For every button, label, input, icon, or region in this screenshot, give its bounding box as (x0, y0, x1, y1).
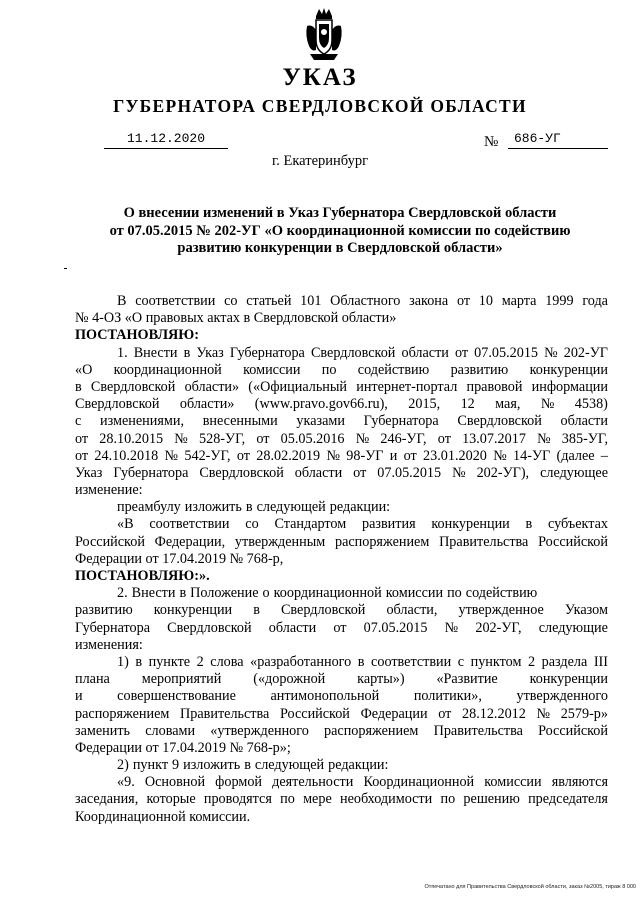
word: от (236, 447, 250, 464)
word: от (75, 447, 89, 464)
body-line (75, 706, 608, 723)
body-line (75, 465, 608, 482)
word: антимонопольной (270, 688, 380, 705)
city-line: г. Екатеринбург (271, 153, 369, 169)
body-line (75, 585, 608, 602)
word: 14-УГ (513, 447, 551, 464)
word: Координационной (363, 774, 475, 791)
word: распоряжением (324, 722, 419, 739)
body-line: № 4-ОЗ «О правовых актах в Свердловской области» (75, 310, 397, 327)
word: от (75, 430, 89, 447)
word: содействию (357, 361, 430, 378)
word: Областного (330, 293, 401, 309)
word: (www.pravo.gov66.ru), (254, 396, 388, 413)
word: статьей (246, 293, 292, 309)
word: 05.05.2016 (280, 430, 345, 447)
word: 2) (117, 757, 129, 774)
word: словами (145, 722, 196, 739)
word: о (262, 585, 270, 602)
body-line (75, 396, 608, 413)
word: 07.05.2015 (363, 619, 428, 636)
word: решению (463, 791, 520, 808)
word: от (454, 344, 469, 361)
coat-of-arms-icon (304, 6, 344, 62)
word: деятельности (272, 774, 354, 791)
word: 385-УГ, (561, 430, 608, 447)
word: интернет-портал (356, 378, 458, 395)
word: Свердловской (90, 378, 176, 395)
word: в (244, 757, 251, 774)
heading-line: развитию конкуренции в Свердловской области» (177, 240, 503, 256)
word: изложить (184, 499, 242, 516)
word: № (536, 705, 551, 722)
word: изменениями, (100, 413, 185, 430)
body-line (75, 499, 608, 516)
word: 2. (117, 585, 128, 602)
word: пунктом (470, 653, 522, 670)
word: 23.01.2020 (423, 447, 487, 464)
body-line: изменения: (75, 636, 143, 653)
word: Правительства (433, 722, 523, 739)
word: Федерации, (154, 533, 226, 550)
word: Положение (190, 585, 259, 602)
word: 202-УГ), (476, 464, 530, 481)
word: конкуренции (153, 602, 233, 619)
word: и (389, 447, 398, 464)
word: указами (296, 413, 345, 430)
word: слова (210, 653, 244, 670)
word: следующей (256, 499, 326, 516)
word: заседания, (75, 791, 139, 808)
word: соответствии (149, 516, 230, 533)
word: Свердловской (199, 464, 284, 481)
word: Свердловской (280, 602, 366, 619)
word: Губернатора (363, 413, 439, 430)
word: редакции: (328, 757, 389, 774)
word: по (321, 361, 337, 378)
word: мероприятий (141, 671, 222, 688)
word: Свердловской (457, 413, 542, 430)
word: утвержденное (458, 602, 544, 619)
word: мая, (495, 396, 521, 413)
body-line (75, 620, 608, 637)
word: Губернатора (229, 344, 305, 361)
word: содействию (465, 585, 538, 602)
word: 28.10.2015 (99, 430, 164, 447)
word: утвержденным (234, 533, 326, 550)
word: 528-УГ, (199, 430, 246, 447)
word: в (75, 378, 82, 395)
word: № (537, 430, 551, 447)
word: развитию (75, 602, 133, 619)
word: необходимости (340, 791, 433, 808)
word: № (452, 464, 466, 481)
document-heading (70, 205, 610, 258)
word: Российской (538, 722, 608, 739)
word: от (333, 619, 347, 636)
word: координационной (273, 585, 382, 602)
word: 1. (117, 344, 128, 361)
word: следующие (538, 619, 608, 636)
word: политики», (413, 688, 482, 705)
body-line (75, 757, 608, 774)
body-line: изменение: (75, 482, 143, 499)
word: редакции: (329, 499, 391, 516)
word: и (75, 688, 83, 705)
word: преамбулу (117, 499, 181, 516)
word: конкуренции (431, 516, 510, 533)
word: 246-УГ, (380, 430, 427, 447)
word: которые (146, 791, 196, 808)
word: «9. (117, 774, 135, 791)
word: плана (75, 671, 110, 688)
word: распоряжением (75, 705, 170, 722)
word: Свердловской (310, 344, 396, 361)
word: информации (531, 378, 608, 395)
word: утвержденного (516, 688, 608, 705)
word: «разработанного (250, 653, 352, 670)
body-line: Федерации от 17.04.2019 № 768-р, (75, 550, 284, 567)
word: Стандартом (274, 516, 347, 533)
word: Правительства (439, 533, 529, 550)
word: Указ (196, 344, 224, 361)
word: являются (551, 774, 608, 791)
word: Российской (75, 533, 145, 550)
word: 28.02.2019 (256, 447, 321, 464)
word: с (457, 653, 465, 670)
body-line (75, 534, 608, 551)
word: комиссии (243, 361, 301, 378)
word: от (437, 430, 451, 447)
word: – (600, 447, 608, 464)
heading-line: О внесении изменений в Указ Губернатора Свердловской области (123, 205, 557, 221)
word: карты») (357, 671, 405, 688)
word: развития (361, 516, 416, 533)
word: конкуренции (529, 671, 608, 688)
word: закона (409, 293, 449, 309)
word: комиссии (484, 774, 542, 791)
word: в (179, 585, 187, 602)
word: Основной (144, 774, 206, 791)
word: № (540, 396, 555, 413)
word: 98-УГ (346, 447, 384, 464)
word: «Развитие (436, 671, 498, 688)
word: конкуренции (529, 361, 608, 378)
word: проводятся (203, 791, 272, 808)
body-line (75, 362, 608, 379)
word: правовой (466, 378, 523, 395)
body-line: Координационной комиссии. (75, 808, 251, 825)
word: («дорожной (253, 671, 326, 688)
word: области (268, 619, 317, 636)
body-line (75, 293, 608, 310)
word: 12 (460, 396, 475, 413)
word: В (117, 293, 127, 309)
word: председателя (528, 791, 608, 808)
word: соответствии (371, 653, 452, 670)
word: 101 (300, 293, 322, 309)
body-line (75, 413, 608, 430)
word: 10 (478, 293, 493, 309)
word: субъектах (548, 516, 608, 533)
word: Федерации (360, 705, 428, 722)
word: Указ (75, 464, 103, 481)
word: пункт (132, 757, 169, 774)
word: распоряжением (334, 533, 430, 550)
word: в (135, 653, 143, 670)
word: изложить (183, 757, 241, 774)
word: от (256, 430, 270, 447)
word: координационной (113, 361, 222, 378)
body-line (75, 774, 608, 791)
word: раздела (541, 653, 588, 670)
word: от (353, 464, 367, 481)
word: по (440, 791, 456, 808)
word: 2015, (408, 396, 441, 413)
body-line (75, 516, 608, 533)
word: № (355, 430, 370, 447)
number-sign: № (484, 134, 499, 150)
word: Внести (131, 585, 176, 602)
word: № (493, 447, 507, 464)
word: № (326, 447, 340, 464)
word: Указом (564, 602, 608, 619)
document-body (75, 293, 608, 826)
word: № (444, 619, 459, 636)
document-date: 11.12.2020 (104, 130, 228, 149)
word: в (253, 602, 260, 619)
word: от (456, 293, 471, 309)
word: области (294, 464, 343, 481)
word: («Официальный (248, 378, 348, 395)
body-line (75, 688, 608, 705)
word: в (183, 344, 191, 361)
word: заменить (75, 722, 131, 739)
document-type-title: УКАЗ (282, 64, 358, 91)
document-number: 686-УГ (508, 130, 608, 149)
body-line (75, 345, 608, 362)
word: в (245, 499, 253, 516)
word: в (357, 653, 365, 670)
body-line (75, 723, 608, 740)
word: комиссии (385, 585, 444, 602)
word: года (582, 293, 608, 309)
body-line (75, 379, 608, 396)
body-line (75, 602, 608, 619)
word: 2 (196, 653, 204, 670)
body-line (75, 448, 608, 465)
margin-mark (64, 268, 67, 269)
word: (далее (556, 447, 595, 464)
word: формой (215, 774, 263, 791)
word: Правительства (180, 705, 270, 722)
word: 202-УГ (563, 344, 608, 361)
word: области (401, 344, 449, 361)
body-line (75, 431, 608, 448)
word: марта (501, 293, 537, 309)
heading-line: от 07.05.2015 № 202-УГ «О координационной комиссии по содействию (109, 222, 571, 239)
word: следующее (540, 464, 608, 481)
word: № (544, 344, 558, 361)
word: III (593, 653, 608, 670)
word: совершенствование (117, 688, 236, 705)
word: «утвержденного (210, 722, 309, 739)
word: 2 (527, 653, 536, 670)
word: пункте (148, 653, 191, 670)
word: 2579-р» (560, 705, 608, 722)
word: от (438, 705, 452, 722)
word: в (525, 516, 533, 533)
word: области» (184, 378, 240, 395)
word: развитию (450, 361, 509, 378)
body-line (75, 654, 608, 671)
word: 542-УГ, (184, 447, 231, 464)
print-footer: Отпечатано для Правительства Свердловской области, заказ №2005, тираж 8 000 (424, 884, 636, 890)
word: 07.05.2015 (474, 344, 539, 361)
word: 07.05.2015 (377, 464, 442, 481)
word: Свердловской (167, 619, 252, 636)
word: Губернатора (113, 464, 189, 481)
word: от (403, 447, 417, 464)
word: Свердловской (75, 396, 160, 413)
word: внесенными (202, 413, 278, 430)
word: области (560, 413, 608, 430)
body-line: ПОСТАНОВЛЯЮ:». (75, 568, 210, 584)
body-line (75, 671, 608, 688)
word: 9 (172, 757, 180, 774)
word: «О (75, 361, 93, 378)
word: по (280, 791, 295, 808)
word: со (224, 293, 238, 309)
body-line: Федерации от 17.04.2019 № 768-р»; (75, 739, 291, 756)
word: 13.07.2017 (462, 430, 526, 447)
word: Российской (279, 705, 350, 722)
word: № (174, 430, 188, 447)
issuer-title: ГУБЕРНАТОРА СВЕРДЛОВСКОЙ ОБЛАСТИ (113, 96, 527, 116)
word: области» (179, 396, 235, 413)
word: по (447, 585, 462, 602)
word: 24.10.2018 (94, 447, 159, 464)
word: 4538) (574, 396, 608, 413)
word: № (164, 447, 179, 464)
word: с (75, 413, 82, 430)
body-line (75, 791, 608, 808)
word: Внести (133, 344, 178, 361)
word: мере (303, 791, 332, 808)
word: «В (117, 516, 134, 533)
word: 1) (117, 653, 129, 670)
word: Российской (538, 533, 608, 550)
body-line: ПОСТАНОВЛЯЮ: (75, 327, 200, 344)
word: 28.12.2012 (462, 705, 526, 722)
word: 202-УГ, (475, 619, 522, 636)
word: соответствии (135, 293, 216, 309)
word: со (245, 516, 259, 533)
word: 1999 (545, 293, 574, 309)
word: следующей (254, 757, 325, 774)
word: области, (386, 602, 438, 619)
word: Губернатора (75, 619, 151, 636)
